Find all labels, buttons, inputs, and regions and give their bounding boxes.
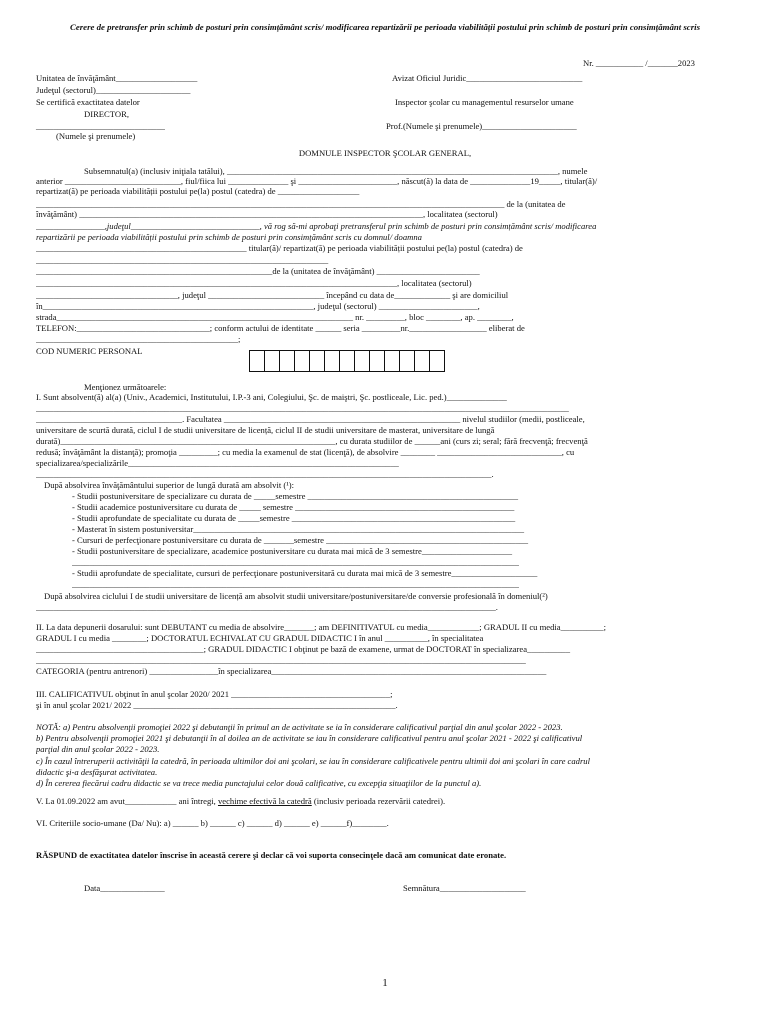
postgrad-item: - Studii aprofundate de specialitate cu durata de _____semestre ____________________________________________________ [72, 513, 516, 523]
seniority-prefix: V. La 01.09.2022 am avut____________ ani întregi, [36, 796, 218, 806]
body-line: _______________________________________________; [36, 334, 241, 344]
cnp-digit-box [309, 350, 325, 372]
licenta-line: ___________________________________________________________________________________________________________. [36, 602, 498, 612]
cnp-digit-box [294, 350, 310, 372]
cnp-digit-box [399, 350, 415, 372]
studies-line: durată)________________________________________________________________, cu durata studiilor de ______ani (curs zi; seral; fără frecvenţă; frecvenţă [36, 436, 588, 446]
inspector-title: Inspector şcolar cu managementul resurselor umane [395, 97, 574, 107]
degrees-line: II. La data depunerii dosarului: sunt DEBUTANT cu media de absolvire_______; am DEFINITIVATUL cu media____________; GRADUL II cu media__________; [36, 622, 606, 632]
signature-field: Semnătura____________________ [403, 883, 526, 893]
applicant-name-line: Subsemnatul(a) (inclusiv iniţiala tatălui), _____________________________________________________________________________, numele [84, 166, 588, 176]
body-line: învăţământ) ________________________________________________________________________________, localitatea (sectorul) [36, 209, 498, 219]
note-line: d) În cererea fiecărui cadru didactic se va trece media punctajului celor două calificative, cu excepţia situaţiilor de la punctul a). [36, 778, 482, 788]
body-line: ____________________________________________________________________________________, localitatea (sectorul) [36, 278, 472, 288]
body-line: _________________________________, judeţul ___________________________ începând cu data de_____________ şi are domiciliul [36, 290, 509, 300]
body-line: strada_____________________________________________________________________ nr. _________, bloc ________, ap. ________, [36, 312, 514, 322]
director-name-hint: (Numele şi prenumele) [56, 131, 136, 141]
postgrad-item: - Cursuri de perfecţionare postuniversitare cu durata de _______semestre _______________________________________________ [72, 535, 529, 545]
certification-text: Se certifică exactitatea datelor [36, 97, 140, 107]
postgrad-item: - Studii academice postuniversitare cu durata de _____ semestre ___________________________________________________ [72, 502, 515, 512]
seniority-underlined: vechime efectivă la catedră [217, 796, 312, 806]
declaration-text: RĂSPUND de exactitatea datelor înscrise în această cerere şi declar că voi suporta consecinţele dacă am comunicat date eronate. [36, 850, 507, 860]
postgrad-item: - Studii aprofundate de specialitate, cursuri de perfecţionare postuniversitară cu durata mai mică de 3 semestre____________________ [72, 568, 538, 578]
county-field: Judeţul (sectorul)______________________ [36, 85, 191, 95]
note-line: NOTĂ: a) Pentru absolvenţii promoţiei 2022 şi debutanţii în primul an de activitate se ia în considerare calificativul parţial din anul şcolar 2022 - 2023. [36, 722, 563, 732]
body-line: ____________________________________________________________________ [36, 255, 329, 265]
studies-line: specializarea/specializările_______________________________________________________________ [36, 458, 399, 468]
postgrad-item: - Masterat în sistem postuniversitar_____________________________________________________________________________ [72, 524, 525, 534]
legal-office-field: Avizat Oficiul Juridic___________________________ [392, 73, 583, 83]
postgrad-item: - Studii postuniversitare de specializare, academice postuniversitare cu durata mai mică de 3 semestre_____________________ [72, 546, 513, 556]
postgrad-item-cont: ________________________________________________________________________________________________________ [72, 579, 519, 589]
qualification-line: III. CALIFICATIVUL obţinut în anul şcolar 2020/ 2021 _____________________________________; [36, 689, 393, 699]
seniority-suffix: (inclusiv perioada rezervării catedrei). [311, 796, 446, 806]
postgrad-item-cont: ________________________________________________________________________________________________________ [72, 557, 519, 567]
cnp-digit-box [369, 350, 385, 372]
cnp-digit-box [264, 350, 280, 372]
degrees-line: _______________________________________; GRADUL DIDACTIC I obţinut pe bază de examene, urmat de DOCTORAT în specializarea__________ [36, 644, 570, 654]
body-line: _____________________________________________________________________________________________________________ de la (unitatea de [36, 199, 566, 209]
body-line: anterior ___________________________, fiul/fiica lui ______________ şi _______________________, născut(ă) la data de ______________19_____, titular(ă)/ [36, 176, 598, 186]
note-line: c) În cazul întreruperii activităţii la catedră, în perioada ultimilor doi ani şcolari, se iau în considerare calificativele pentru ultimii doi ani şcolari în care cadrul [36, 756, 590, 766]
studies-line: __________________________________. Facultatea _______________________________________________________ nivelul studiilor (medii, postliceale, [36, 414, 585, 424]
cnp-digit-box [249, 350, 265, 372]
inspector-name-field: Prof.(Numele şi prenumele)______________________ [386, 121, 577, 131]
date-field: Data_______________ [84, 883, 165, 893]
body-line: _______________________________________________________de la (unitatea de învăţământ) ________________________ [36, 266, 480, 276]
studies-line: __________________________________________________________________________________________________________. [36, 469, 494, 479]
postgrad-intro: După absolvirea învăţământului superior de lungă durată am absolvit (¹): [44, 480, 295, 490]
socio-criteria-line: VI. Criteriile socio-umane (Da/ Nu): a) ______ b) ______ c) ______ d) ______ e) ______f)________. [36, 818, 389, 828]
postgrad-item: - Studii postuniversitare de specializare cu durata de _____semestre _________________________________________________ [72, 491, 519, 501]
studies-line: redusă; învăţământ la distanţă); promoţia _________; cu media la examenul de stat (licenţă), de absolvire ________ _____________________________, cu [36, 447, 575, 457]
form-title: Cerere de pretransfer prin schimb de posturi prin consimțământ scris/ modificarea repartizării pe perioada viabilității postului prin schimb de posturi prin consimțământ scris [69, 22, 701, 32]
degrees-line: GRADUL I cu media ________; DOCTORATUL ECHIVALAT CU GRADUL DIDACTIC I în anul __________, în specialitatea [36, 633, 484, 643]
cnp-digit-box [339, 350, 355, 372]
registration-number: Nr. ___________ /_______2023 [583, 58, 695, 68]
note-line: didactic şi-a desfăşurat activitatea. [36, 767, 158, 777]
category-line: CATEGORIA (pentru antrenori) ________________în specializarea________________________________________________________________ [36, 666, 547, 676]
cnp-boxes [249, 350, 444, 372]
cnp-digit-box [324, 350, 340, 372]
degrees-line: __________________________________________________________________________________________________________________ [36, 655, 526, 665]
licenta-line: După absolvirea ciclului I de studii universitare de licență am absolvit studii universitare/postuniversitare/de conversie profesională în domeniul(²) [44, 591, 548, 601]
cnp-label: COD NUMERIC PERSONAL [36, 346, 143, 356]
body-line: repartizării pe perioada viabilității postului prin schimb de posturi prin consimțământ scris cu domnul/ doamna [36, 232, 422, 242]
body-line: repartizat(ă) pe perioada viabilității postului pe(la) postul (catedra) de ___________________ [36, 186, 360, 196]
cnp-digit-box [279, 350, 295, 372]
cnp-digit-box [414, 350, 430, 372]
body-line: ________________,judeţul______________________________, vă rog să-mi aprobaţi pretransferul prin schimb de posturi prin consimțământ scris/ modificarea [36, 221, 597, 231]
body-line: TELEFON:_______________________________; conform actului de identitate ______ seria _________nr.__________________ eliberat de [36, 323, 525, 333]
cnp-digit-box [429, 350, 445, 372]
qualification-line: şi în anul şcolar 2021/ 2022 _____________________________________________________________. [36, 700, 398, 710]
addressee: DOMNULE INSPECTOR ŞCOLAR GENERAL, [298, 148, 472, 158]
mentions-heading: Menţionez următoarele: [84, 382, 167, 392]
school-unit-field: Unitatea de învăţământ___________________ [36, 73, 198, 83]
note-line: parţial din anul şcolar 2022 - 2023. [36, 744, 160, 754]
body-line: _________________________________________________ titular(ă)/ repartizat(ă) pe perioada viabilității postului pe(la) postul (catedra) de [36, 243, 523, 253]
cnp-digit-box [384, 350, 400, 372]
cnp-digit-box [354, 350, 370, 372]
note-line: b) Pentru absolvenţii promoţiei 2021 şi debutanţii în al doilea an de activitate se iau în considerare calificativul pentru anul şcolar 2021 - 2022 şi calificativul [36, 733, 583, 743]
director-label: DIRECTOR, [84, 109, 129, 119]
studies-line: I. Sunt absolvent(ă) al(a) (Univ., Academici, Institutului, I.P.-3 ani, Colegiului, Şc. de maiştri, Şc. postliceale, Lic. ped.)______________ [36, 392, 507, 402]
director-signature-line: ______________________________ [36, 121, 165, 131]
studies-line: ____________________________________________________________________________________________________________________________ [36, 403, 569, 413]
page-number: 1 [382, 977, 388, 989]
studies-line: universitare de scurtă durată, ciclul I de studii universitare de licență, ciclul II de studii universitare de masterat, universitare de lungă [36, 425, 495, 435]
seniority-line [36, 796, 716, 806]
body-line: în_______________________________________________________________, judeţul (sectorul) _______________________, [36, 301, 480, 311]
